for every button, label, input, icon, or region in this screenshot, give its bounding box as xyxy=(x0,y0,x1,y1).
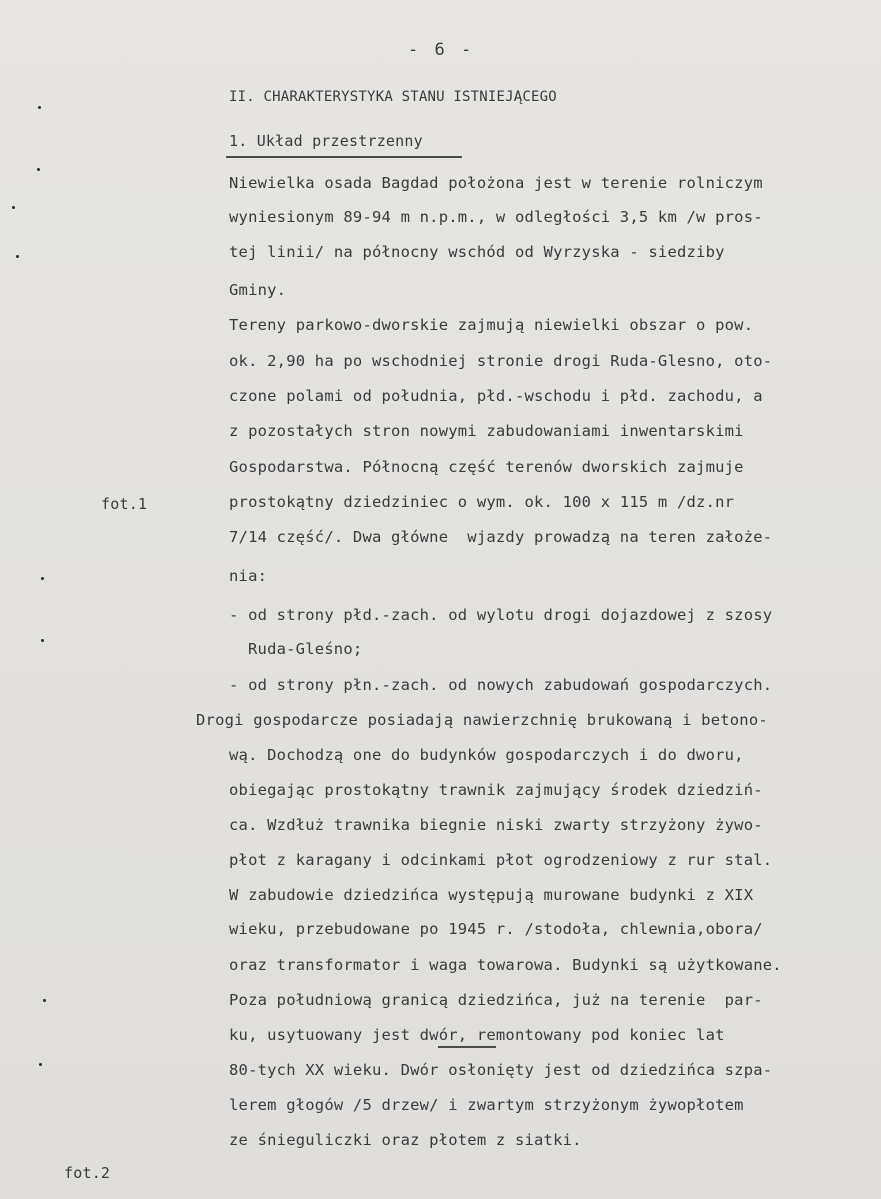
margin-mark xyxy=(43,999,46,1002)
body-line: ku, usytuowany jest dwór, remontowany pod koniec lat xyxy=(229,1026,725,1044)
body-line: Drogi gospodarcze posiadają nawierzchnię brukowaną i betono- xyxy=(196,711,768,729)
body-line: lerem głogów /5 drzew/ i zwartym strzyżonym żywopłotem xyxy=(229,1096,744,1114)
body-line: ca. Wzdłuż trawnika biegnie niski zwarty strzyżony żywo- xyxy=(229,816,763,834)
body-line: ze śnieguliczki oraz płotem z siatki. xyxy=(229,1131,582,1149)
body-line: z pozostałych stron nowymi zabudowaniami inwentarskimi xyxy=(229,422,744,440)
subheading: 1. Układ przestrzenny xyxy=(229,132,423,150)
body-line: Gospodarstwa. Północną część terenów dworskich zajmuje xyxy=(229,458,744,476)
body-line: Poza południową granicą dziedzińca, już na terenie par- xyxy=(229,991,763,1009)
body-line: Niewielka osada Bagdad położona jest w terenie rolniczym xyxy=(229,174,763,192)
body-line: oraz transformator i waga towarowa. Budynki są użytkowane. xyxy=(229,956,782,974)
section-heading: II. CHARAKTERYSTYKA STANU ISTNIEJĄCEGO xyxy=(229,89,557,105)
margin-note-fot2: fot.2 xyxy=(64,1164,111,1182)
body-line: - od strony płd.-zach. od wylotu drogi dojazdowej z szosy xyxy=(229,606,773,624)
margin-note-fot1: fot.1 xyxy=(101,495,148,513)
body-line: - od strony płn.-zach. od nowych zabudowań gospodarczych. xyxy=(229,676,773,694)
body-line: prostokątny dziedziniec o wym. ok. 100 x 115 m /dz.nr xyxy=(229,493,735,511)
margin-mark xyxy=(41,577,44,580)
body-line: W zabudowie dziedzińca występują murowane budynki z XIX xyxy=(229,886,754,904)
body-line: nia: xyxy=(229,567,268,585)
margin-mark xyxy=(16,255,19,258)
body-line: tej linii/ na północny wschód od Wyrzyska - siedziby xyxy=(229,243,725,261)
body-line: ok. 2,90 ha po wschodniej stronie drogi Ruda-Glesno, oto- xyxy=(229,352,773,370)
body-line: 7/14 część/. Dwa główne wjazdy prowadzą na teren założe- xyxy=(229,528,773,546)
margin-mark xyxy=(12,206,15,209)
body-line: obiegając prostokątny trawnik zajmujący środek dziedziń- xyxy=(229,781,763,799)
body-line: Tereny parkowo-dworskie zajmują niewielki obszar o pow. xyxy=(229,316,754,334)
body-line: wą. Dochodzą one do budynków gospodarczych i do dworu, xyxy=(229,746,744,764)
body-line: czone polami od południa, płd.-wschodu i płd. zachodu, a xyxy=(229,387,763,405)
margin-mark xyxy=(37,168,40,171)
subheading-underline xyxy=(226,156,462,158)
body-line: wieku, przebudowane po 1945 r. /stodoła, chlewnia,obora/ xyxy=(229,920,763,938)
body-line: płot z karagany i odcinkami płot ogrodzeniowy z rur stal. xyxy=(229,851,773,869)
body-line: 80-tych XX wieku. Dwór osłonięty jest od dziedzińca szpa- xyxy=(229,1061,773,1079)
margin-mark xyxy=(38,106,41,109)
page-number: - 6 - xyxy=(408,40,475,60)
margin-mark xyxy=(39,1063,42,1066)
body-line: Ruda-Gleśno; xyxy=(248,640,363,658)
margin-mark xyxy=(41,639,44,642)
word-underline xyxy=(438,1046,496,1048)
body-line: Gminy. xyxy=(229,281,287,299)
body-line: wyniesionym 89-94 m n.p.m., w odległości 3,5 km /w pros- xyxy=(229,208,763,226)
